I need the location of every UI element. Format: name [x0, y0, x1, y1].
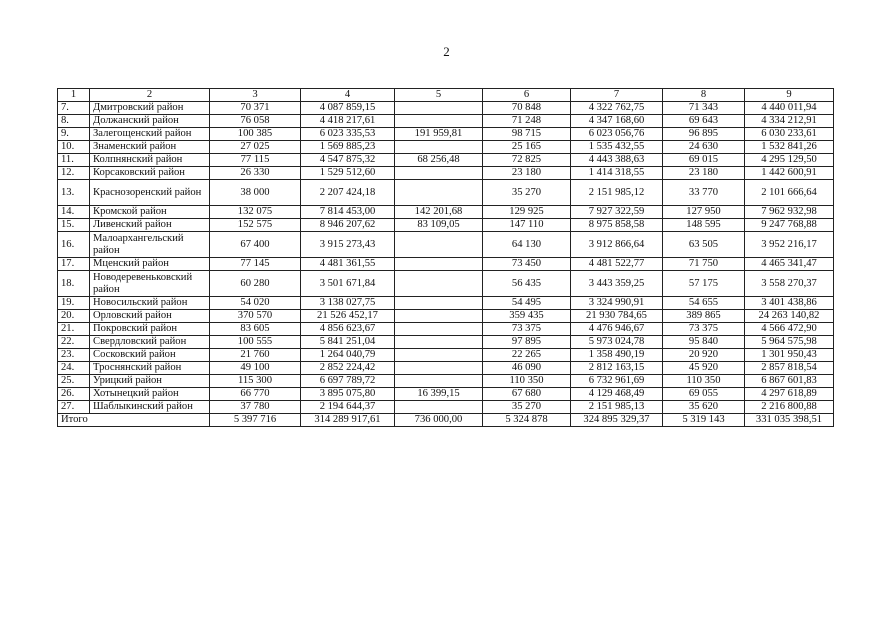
value-cell: 3 443 359,25 [571, 271, 663, 297]
value-cell: 60 280 [210, 271, 301, 297]
value-cell: 20 920 [663, 349, 745, 362]
value-cell: 83 605 [210, 323, 301, 336]
value-cell: 4 856 623,67 [301, 323, 395, 336]
row-index-cell: 17. [58, 258, 90, 271]
value-cell: 2 852 224,42 [301, 362, 395, 375]
column-header: 8 [663, 89, 745, 102]
value-cell: 73 375 [663, 323, 745, 336]
column-header: 4 [301, 89, 395, 102]
value-cell: 115 300 [210, 375, 301, 388]
value-cell [395, 271, 483, 297]
value-cell: 76 058 [210, 115, 301, 128]
value-cell: 38 000 [210, 180, 301, 206]
value-cell: 1 442 600,91 [745, 167, 834, 180]
value-cell: 8 946 207,62 [301, 219, 395, 232]
table-row [58, 102, 834, 115]
value-cell: 21 760 [210, 349, 301, 362]
value-cell: 4 087 859,15 [301, 102, 395, 115]
value-cell: 6 023 335,53 [301, 128, 395, 141]
value-cell: 1 301 950,43 [745, 349, 834, 362]
district-name-cell: Колпнянский район [90, 154, 210, 167]
value-cell: 63 505 [663, 232, 745, 258]
value-cell: 152 575 [210, 219, 301, 232]
district-name-cell: Залегощенский район [90, 128, 210, 141]
district-name-cell: Троснянский район [90, 362, 210, 375]
table-row [58, 297, 834, 310]
total-value-cell: 5 324 878 [483, 414, 571, 427]
column-header: 1 [58, 89, 90, 102]
row-index-cell: 16. [58, 232, 90, 258]
value-cell [395, 258, 483, 271]
table-row [58, 375, 834, 388]
value-cell [395, 401, 483, 414]
table-row [58, 349, 834, 362]
value-cell: 23 180 [663, 167, 745, 180]
value-cell: 6 023 056,76 [571, 128, 663, 141]
row-index-cell: 23. [58, 349, 90, 362]
value-cell [395, 232, 483, 258]
value-cell: 3 501 671,84 [301, 271, 395, 297]
value-cell: 2 812 163,15 [571, 362, 663, 375]
value-cell: 1 358 490,19 [571, 349, 663, 362]
row-index-cell: 24. [58, 362, 90, 375]
row-index-cell: 20. [58, 310, 90, 323]
district-name-cell: Дмитровский район [90, 102, 210, 115]
total-row [58, 414, 834, 427]
table-header-row [58, 89, 834, 102]
value-cell: 3 912 866,64 [571, 232, 663, 258]
row-index-cell: 9. [58, 128, 90, 141]
value-cell: 4 295 129,50 [745, 154, 834, 167]
value-cell: 4 334 212,91 [745, 115, 834, 128]
value-cell: 1 532 841,26 [745, 141, 834, 154]
table-row [58, 180, 834, 206]
district-name-cell: Знаменский район [90, 141, 210, 154]
value-cell: 67 400 [210, 232, 301, 258]
value-cell: 27 025 [210, 141, 301, 154]
value-cell: 71 248 [483, 115, 571, 128]
value-cell: 77 145 [210, 258, 301, 271]
row-index-cell: 14. [58, 206, 90, 219]
value-cell: 54 020 [210, 297, 301, 310]
value-cell: 26 330 [210, 167, 301, 180]
value-cell: 16 399,15 [395, 388, 483, 401]
table-row [58, 336, 834, 349]
table-row [58, 310, 834, 323]
value-cell: 7 814 453,00 [301, 206, 395, 219]
table-row [58, 206, 834, 219]
value-cell [395, 180, 483, 206]
value-cell: 9 247 768,88 [745, 219, 834, 232]
value-cell: 54 495 [483, 297, 571, 310]
value-cell: 3 952 216,17 [745, 232, 834, 258]
value-cell: 37 780 [210, 401, 301, 414]
value-cell: 148 595 [663, 219, 745, 232]
table-row [58, 219, 834, 232]
total-value-cell: 5 397 716 [210, 414, 301, 427]
value-cell: 35 270 [483, 180, 571, 206]
value-cell: 3 138 027,75 [301, 297, 395, 310]
table-row [58, 141, 834, 154]
row-index-cell: 26. [58, 388, 90, 401]
table-row [58, 232, 834, 258]
page-number: 2 [443, 44, 450, 59]
column-header: 5 [395, 89, 483, 102]
row-index-cell: 10. [58, 141, 90, 154]
value-cell: 4 418 217,61 [301, 115, 395, 128]
value-cell: 3 324 990,91 [571, 297, 663, 310]
value-cell: 67 680 [483, 388, 571, 401]
value-cell: 73 450 [483, 258, 571, 271]
row-index-cell: 13. [58, 180, 90, 206]
value-cell: 359 435 [483, 310, 571, 323]
value-cell: 66 770 [210, 388, 301, 401]
value-cell [395, 323, 483, 336]
column-header: 7 [571, 89, 663, 102]
value-cell: 132 075 [210, 206, 301, 219]
district-name-cell: Орловский район [90, 310, 210, 323]
district-name-cell: Краснозоренский район [90, 180, 210, 206]
total-value-cell: 5 319 143 [663, 414, 745, 427]
value-cell: 4 440 011,94 [745, 102, 834, 115]
value-cell: 68 256,48 [395, 154, 483, 167]
value-cell: 4 547 875,32 [301, 154, 395, 167]
column-header: 2 [90, 89, 210, 102]
value-cell: 24 263 140,82 [745, 310, 834, 323]
value-cell: 4 465 341,47 [745, 258, 834, 271]
district-name-cell: Ливенский район [90, 219, 210, 232]
total-value-cell: 314 289 917,61 [301, 414, 395, 427]
value-cell: 69 643 [663, 115, 745, 128]
value-cell: 21 930 784,65 [571, 310, 663, 323]
row-index-cell: 8. [58, 115, 90, 128]
total-value-cell: 324 895 329,37 [571, 414, 663, 427]
row-index-cell: 22. [58, 336, 90, 349]
value-cell: 4 347 168,60 [571, 115, 663, 128]
value-cell: 4 566 472,90 [745, 323, 834, 336]
table-row [58, 323, 834, 336]
value-cell: 2 151 985,13 [571, 401, 663, 414]
value-cell: 25 165 [483, 141, 571, 154]
value-cell: 21 526 452,17 [301, 310, 395, 323]
row-index-cell: 7. [58, 102, 90, 115]
value-cell: 370 570 [210, 310, 301, 323]
data-table [57, 88, 834, 427]
value-cell: 100 385 [210, 128, 301, 141]
value-cell: 96 895 [663, 128, 745, 141]
value-cell: 45 920 [663, 362, 745, 375]
value-cell: 3 915 273,43 [301, 232, 395, 258]
value-cell: 191 959,81 [395, 128, 483, 141]
value-cell: 70 848 [483, 102, 571, 115]
value-cell: 2 207 424,18 [301, 180, 395, 206]
value-cell: 7 962 932,98 [745, 206, 834, 219]
table-body [58, 89, 834, 427]
district-name-cell: Сосковский район [90, 349, 210, 362]
total-label-cell: Итого [58, 414, 210, 427]
value-cell: 72 825 [483, 154, 571, 167]
value-cell: 129 925 [483, 206, 571, 219]
row-index-cell: 15. [58, 219, 90, 232]
district-name-cell: Урицкий район [90, 375, 210, 388]
table-row [58, 154, 834, 167]
value-cell [395, 102, 483, 115]
value-cell: 5 964 575,98 [745, 336, 834, 349]
value-cell: 5 841 251,04 [301, 336, 395, 349]
value-cell: 389 865 [663, 310, 745, 323]
row-index-cell: 19. [58, 297, 90, 310]
value-cell: 110 350 [483, 375, 571, 388]
row-index-cell: 11. [58, 154, 90, 167]
value-cell: 64 130 [483, 232, 571, 258]
table-row [58, 115, 834, 128]
value-cell: 98 715 [483, 128, 571, 141]
district-name-cell: Малоархангельский район [90, 232, 210, 258]
value-cell: 6 030 233,61 [745, 128, 834, 141]
table-row [58, 258, 834, 271]
value-cell: 22 265 [483, 349, 571, 362]
value-cell: 6 867 601,83 [745, 375, 834, 388]
table-row [58, 401, 834, 414]
value-cell: 6 732 961,69 [571, 375, 663, 388]
value-cell: 3 558 270,37 [745, 271, 834, 297]
value-cell: 4 443 388,63 [571, 154, 663, 167]
value-cell [395, 375, 483, 388]
district-name-cell: Хотынецкий район [90, 388, 210, 401]
value-cell [395, 115, 483, 128]
district-name-cell: Покровский район [90, 323, 210, 336]
value-cell: 54 655 [663, 297, 745, 310]
value-cell: 4 129 468,49 [571, 388, 663, 401]
value-cell [395, 167, 483, 180]
row-index-cell: 27. [58, 401, 90, 414]
district-name-cell: Новодеревеньковский район [90, 271, 210, 297]
value-cell: 57 175 [663, 271, 745, 297]
value-cell [395, 297, 483, 310]
value-cell: 3 401 438,86 [745, 297, 834, 310]
table-row [58, 167, 834, 180]
value-cell: 71 343 [663, 102, 745, 115]
value-cell: 4 481 361,55 [301, 258, 395, 271]
value-cell: 6 697 789,72 [301, 375, 395, 388]
value-cell: 5 973 024,78 [571, 336, 663, 349]
value-cell: 1 529 512,60 [301, 167, 395, 180]
value-cell: 147 110 [483, 219, 571, 232]
column-header: 9 [745, 89, 834, 102]
value-cell: 35 620 [663, 401, 745, 414]
district-name-cell: Мценский район [90, 258, 210, 271]
value-cell: 4 481 522,77 [571, 258, 663, 271]
value-cell: 4 322 762,75 [571, 102, 663, 115]
value-cell: 3 895 075,80 [301, 388, 395, 401]
value-cell: 2 151 985,12 [571, 180, 663, 206]
value-cell: 127 950 [663, 206, 745, 219]
value-cell: 71 750 [663, 258, 745, 271]
value-cell [395, 362, 483, 375]
row-index-cell: 21. [58, 323, 90, 336]
value-cell: 23 180 [483, 167, 571, 180]
value-cell [395, 310, 483, 323]
value-cell: 2 857 818,54 [745, 362, 834, 375]
value-cell: 1 535 432,55 [571, 141, 663, 154]
value-cell: 7 927 322,59 [571, 206, 663, 219]
district-name-cell: Свердловский район [90, 336, 210, 349]
value-cell: 8 975 858,58 [571, 219, 663, 232]
district-name-cell: Шаблыкинский район [90, 401, 210, 414]
value-cell: 1 414 318,55 [571, 167, 663, 180]
column-header: 3 [210, 89, 301, 102]
value-cell: 35 270 [483, 401, 571, 414]
table-row [58, 388, 834, 401]
table-row [58, 128, 834, 141]
value-cell: 56 435 [483, 271, 571, 297]
row-index-cell: 12. [58, 167, 90, 180]
table-row [58, 362, 834, 375]
district-name-cell: Должанский район [90, 115, 210, 128]
table-row [58, 271, 834, 297]
value-cell: 69 055 [663, 388, 745, 401]
row-index-cell: 25. [58, 375, 90, 388]
district-name-cell: Корсаковский район [90, 167, 210, 180]
value-cell: 1 264 040,79 [301, 349, 395, 362]
value-cell: 69 015 [663, 154, 745, 167]
value-cell: 77 115 [210, 154, 301, 167]
value-cell: 2 216 800,88 [745, 401, 834, 414]
value-cell: 1 569 885,23 [301, 141, 395, 154]
value-cell: 70 371 [210, 102, 301, 115]
value-cell: 95 840 [663, 336, 745, 349]
value-cell: 46 090 [483, 362, 571, 375]
district-name-cell: Кромской район [90, 206, 210, 219]
total-value-cell: 331 035 398,51 [745, 414, 834, 427]
total-value-cell: 736 000,00 [395, 414, 483, 427]
value-cell: 73 375 [483, 323, 571, 336]
row-index-cell: 18. [58, 271, 90, 297]
value-cell [395, 336, 483, 349]
value-cell: 97 895 [483, 336, 571, 349]
value-cell: 4 476 946,67 [571, 323, 663, 336]
value-cell: 142 201,68 [395, 206, 483, 219]
value-cell: 24 630 [663, 141, 745, 154]
district-name-cell: Новосильский район [90, 297, 210, 310]
value-cell: 2 194 644,37 [301, 401, 395, 414]
value-cell: 2 101 666,64 [745, 180, 834, 206]
value-cell [395, 349, 483, 362]
value-cell: 110 350 [663, 375, 745, 388]
value-cell [395, 141, 483, 154]
value-cell: 4 297 618,89 [745, 388, 834, 401]
value-cell: 49 100 [210, 362, 301, 375]
value-cell: 83 109,05 [395, 219, 483, 232]
value-cell: 33 770 [663, 180, 745, 206]
column-header: 6 [483, 89, 571, 102]
value-cell: 100 555 [210, 336, 301, 349]
